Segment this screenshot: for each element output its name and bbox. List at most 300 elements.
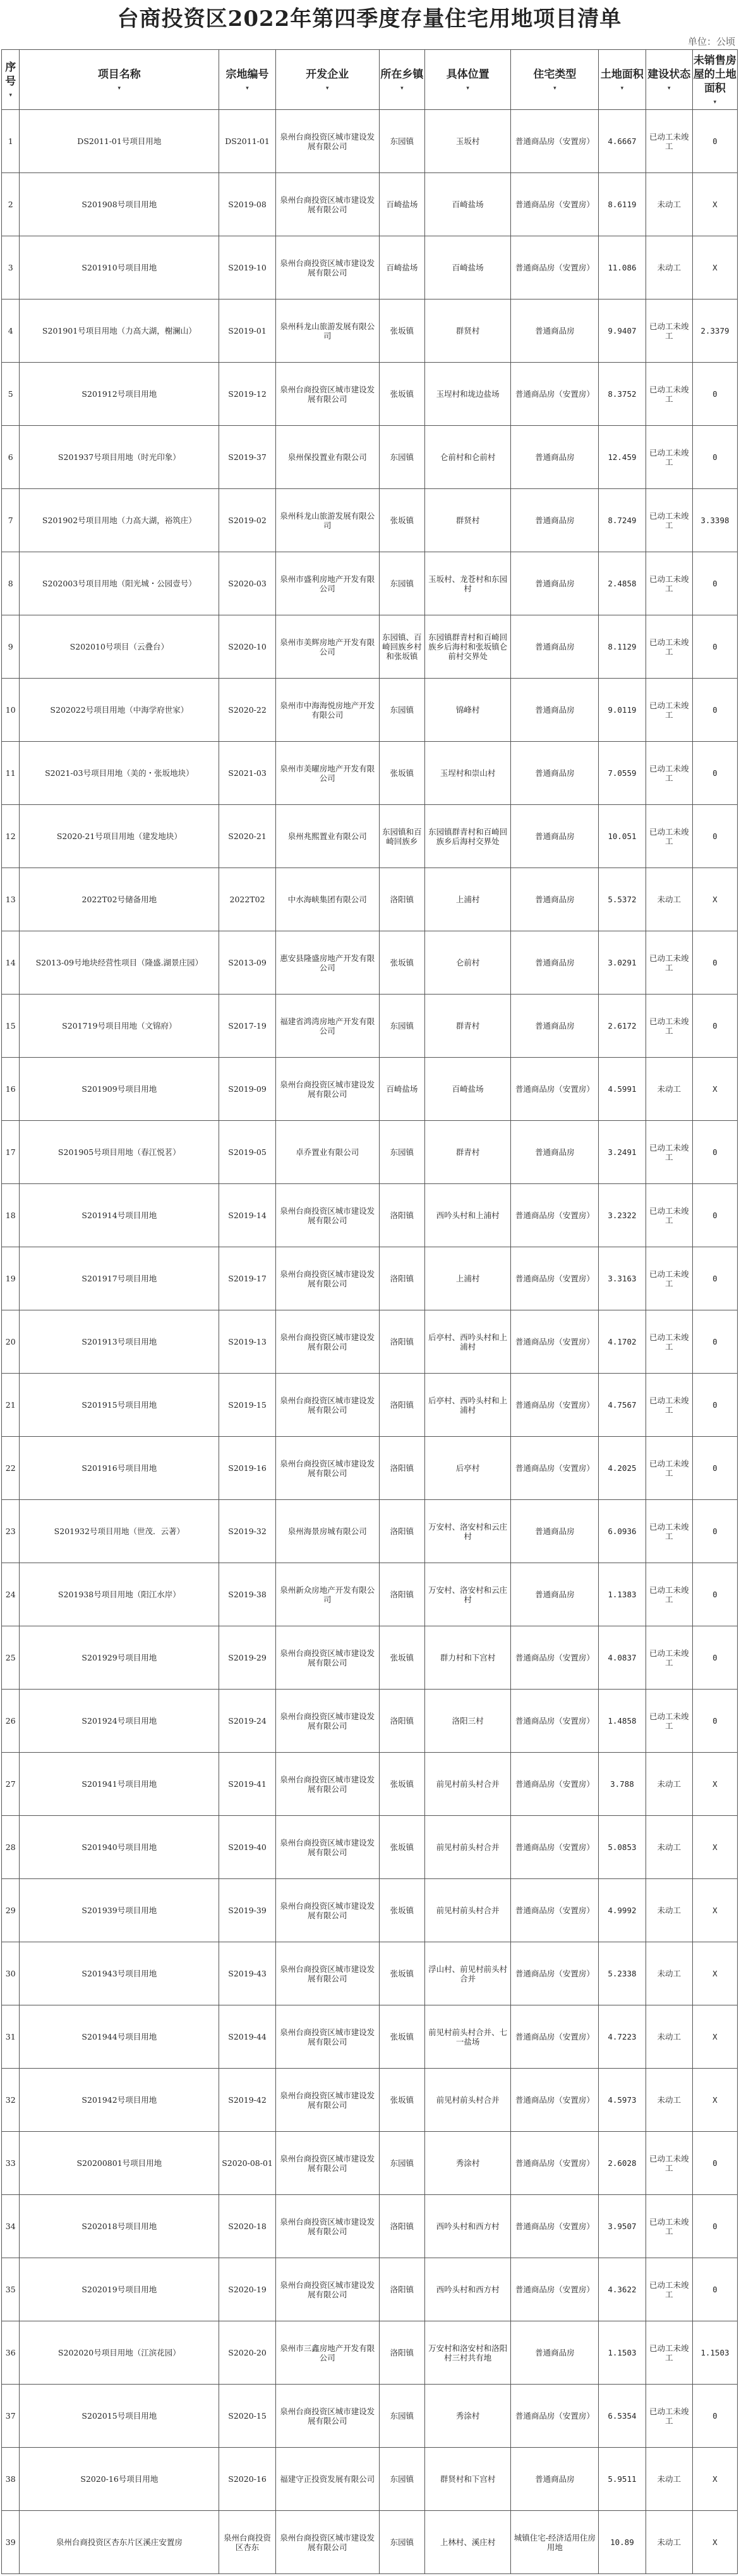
row-index-cell: 18 xyxy=(2,1184,20,1247)
construction-status-cell: 已动工未竣工 xyxy=(646,2321,692,2385)
unsold-land-area-cell: 2.3379 xyxy=(692,299,737,363)
row-index-cell: 25 xyxy=(2,1626,20,1690)
developer-cell: 泉州台商投资区城市建设发展有限公司 xyxy=(275,2385,379,2448)
township-cell: 张坂镇 xyxy=(379,1753,424,1816)
unsold-land-area-cell: X xyxy=(692,1879,737,1942)
table-row xyxy=(2,2511,738,2574)
construction-status-cell: 未动工 xyxy=(646,1942,692,2005)
filter-dropdown-icon[interactable]: ▾ xyxy=(400,85,404,92)
developer-cell: 泉州台商投资区城市建设发展有限公司 xyxy=(275,1942,379,2005)
row-index-cell: 14 xyxy=(2,931,20,995)
project-name-cell: S201905号项目用地（春江悦茗） xyxy=(20,1121,219,1184)
housing-type-cell: 普通商品房（安置房） xyxy=(511,1437,599,1500)
filter-dropdown-icon[interactable]: ▾ xyxy=(667,85,671,92)
township-cell: 洛阳镇 xyxy=(379,1184,424,1247)
township-cell: 洛阳镇 xyxy=(379,2258,424,2321)
table-row xyxy=(2,363,738,426)
housing-type-cell: 普通商品房（安置房） xyxy=(511,2132,599,2195)
project-name-cell: S2021-03号项目用地（美的・张坂地块） xyxy=(20,742,219,805)
township-cell: 洛阳镇 xyxy=(379,1437,424,1500)
unsold-land-area-cell: 0 xyxy=(692,2385,737,2448)
developer-cell: 泉州台商投资区城市建设发展有限公司 xyxy=(275,173,379,236)
land-area-cell: 4.5973 xyxy=(599,2069,646,2132)
row-index-cell: 2 xyxy=(2,173,20,236)
developer-cell: 泉州台商投资区城市建设发展有限公司 xyxy=(275,236,379,299)
land-area-cell: 1.1383 xyxy=(599,1563,646,1626)
developer-cell: 泉州市中海海悦房地产开发有限公司 xyxy=(275,679,379,742)
housing-type-cell: 城镇住宅-经济适用住房用地 xyxy=(511,2511,599,2574)
row-index-cell: 30 xyxy=(2,1942,20,2005)
construction-status-cell: 已动工未竣工 xyxy=(646,1690,692,1753)
project-name-cell: S201916号项目用地 xyxy=(20,1437,219,1500)
township-cell: 东园镇 xyxy=(379,679,424,742)
parcel-number-cell: S2019-15 xyxy=(219,1374,276,1437)
construction-status-cell: 已动工未竣工 xyxy=(646,1121,692,1184)
construction-status-cell: 已动工未竣工 xyxy=(646,1563,692,1626)
land-area-cell: 5.2338 xyxy=(599,1942,646,2005)
header-label: 未销售房屋的土地面积 xyxy=(693,54,736,95)
row-index-cell: 27 xyxy=(2,1753,20,1816)
header-cell[interactable] xyxy=(275,50,379,110)
land-area-cell: 8.3752 xyxy=(599,363,646,426)
housing-type-cell: 普通商品房（安置房） xyxy=(511,1310,599,1374)
land-area-cell: 4.7223 xyxy=(599,2005,646,2069)
row-index-cell: 31 xyxy=(2,2005,20,2069)
parcel-number-cell: DS2011-01 xyxy=(219,110,276,173)
filter-dropdown-icon[interactable]: ▾ xyxy=(117,85,121,92)
table-row xyxy=(2,1942,738,2005)
header-cell[interactable] xyxy=(20,50,219,110)
construction-status-cell: 未动工 xyxy=(646,1753,692,1816)
parcel-number-cell: S2020-18 xyxy=(219,2195,276,2258)
row-index-cell: 22 xyxy=(2,1437,20,1500)
project-name-cell: S201917号项目用地 xyxy=(20,1247,219,1310)
parcel-number-cell: S2019-13 xyxy=(219,1310,276,1374)
row-index-cell: 6 xyxy=(2,426,20,489)
header-cell[interactable] xyxy=(692,50,737,110)
developer-cell: 泉州台商投资区城市建设发展有限公司 xyxy=(275,2005,379,2069)
project-name-cell: S2013-09号地块经营性项目（隆盛.湖景庄园） xyxy=(20,931,219,995)
row-index-cell: 13 xyxy=(2,868,20,931)
land-area-cell: 2.4858 xyxy=(599,552,646,615)
land-area-cell: 4.6667 xyxy=(599,110,646,173)
unsold-land-area-cell: 0 xyxy=(692,995,737,1058)
township-cell: 洛阳镇 xyxy=(379,868,424,931)
township-cell: 东园镇 xyxy=(379,2132,424,2195)
housing-type-cell: 普通商品房 xyxy=(511,1500,599,1563)
location-cell: 上林村、溪庄村 xyxy=(424,2511,511,2574)
construction-status-cell: 已动工未竣工 xyxy=(646,2195,692,2258)
unsold-land-area-cell: 0 xyxy=(692,552,737,615)
township-cell: 东园镇 xyxy=(379,552,424,615)
land-area-cell: 1.4858 xyxy=(599,1690,646,1753)
construction-status-cell: 未动工 xyxy=(646,1816,692,1879)
township-cell: 张坂镇 xyxy=(379,2069,424,2132)
developer-cell: 泉州台商投资区城市建设发展有限公司 xyxy=(275,1310,379,1374)
land-area-cell: 6.0936 xyxy=(599,1500,646,1563)
housing-type-cell: 普通商品房（安置房） xyxy=(511,1058,599,1121)
developer-cell: 泉州科龙山旅游发展有限公司 xyxy=(275,489,379,552)
table-row xyxy=(2,1310,738,1374)
land-area-cell: 4.1702 xyxy=(599,1310,646,1374)
location-cell: 群青村 xyxy=(424,1121,511,1184)
housing-type-cell: 普通商品房 xyxy=(511,615,599,679)
location-cell: 玉埕村和崇山村 xyxy=(424,742,511,805)
construction-status-cell: 已动工未竣工 xyxy=(646,2258,692,2321)
table-row xyxy=(2,426,738,489)
housing-type-cell: 普通商品房（安置房） xyxy=(511,1184,599,1247)
township-cell: 张坂镇 xyxy=(379,1942,424,2005)
header-label: 序号 xyxy=(5,61,16,88)
land-area-cell: 3.2322 xyxy=(599,1184,646,1247)
parcel-number-cell: S2019-29 xyxy=(219,1626,276,1690)
township-cell: 洛阳镇 xyxy=(379,1247,424,1310)
filter-dropdown-icon[interactable]: ▾ xyxy=(9,92,12,99)
table-row xyxy=(2,2321,738,2385)
parcel-number-cell: S2019-14 xyxy=(219,1184,276,1247)
row-index-cell: 36 xyxy=(2,2321,20,2385)
location-cell: 群贤村和下宫村 xyxy=(424,2448,511,2511)
construction-status-cell: 未动工 xyxy=(646,2448,692,2511)
row-index-cell: 7 xyxy=(2,489,20,552)
header-label: 所在乡镇 xyxy=(380,68,424,81)
table-row xyxy=(2,1816,738,1879)
parcel-number-cell: S2019-43 xyxy=(219,1942,276,2005)
land-area-cell: 9.0119 xyxy=(599,679,646,742)
land-area-cell: 2.6172 xyxy=(599,995,646,1058)
housing-type-cell: 普通商品房 xyxy=(511,489,599,552)
table-row xyxy=(2,995,738,1058)
header-cell[interactable] xyxy=(424,50,511,110)
unsold-land-area-cell: 0 xyxy=(692,2258,737,2321)
unsold-land-area-cell: 0 xyxy=(692,2195,737,2258)
unsold-land-area-cell: X xyxy=(692,1058,737,1121)
project-name-cell: S201941号项目用地 xyxy=(20,1753,219,1816)
header-label: 项目名称 xyxy=(97,68,141,81)
header-label: 具体位置 xyxy=(446,68,490,81)
parcel-number-cell: S2020-22 xyxy=(219,679,276,742)
row-index-cell: 9 xyxy=(2,615,20,679)
unsold-land-area-cell: 0 xyxy=(692,1690,737,1753)
township-cell: 东园镇 xyxy=(379,2448,424,2511)
location-cell: 群力村和下宫村 xyxy=(424,1626,511,1690)
unsold-land-area-cell: 0 xyxy=(692,1500,737,1563)
table-row xyxy=(2,1058,738,1121)
location-cell: 百崎盐场 xyxy=(424,173,511,236)
location-cell: 百崎盐场 xyxy=(424,1058,511,1121)
project-name-cell: S202010号项目（云叠台） xyxy=(20,615,219,679)
parcel-number-cell: S2020-20 xyxy=(219,2321,276,2385)
location-cell: 万安村、洛安村和云庄村 xyxy=(424,1563,511,1626)
location-cell: 西吟头村和西方村 xyxy=(424,2258,511,2321)
land-area-cell: 1.1503 xyxy=(599,2321,646,2385)
project-name-cell: S2020-16号项目用地 xyxy=(20,2448,219,2511)
location-cell: 群贤村 xyxy=(424,489,511,552)
housing-type-cell: 普通商品房（安置房） xyxy=(511,2195,599,2258)
table-header-row xyxy=(2,50,738,110)
location-cell: 东园镇群青村和百崎回族乡后海村交界处 xyxy=(424,805,511,868)
project-name-cell: S202019号项目用地 xyxy=(20,2258,219,2321)
housing-type-cell: 普通商品房 xyxy=(511,2321,599,2385)
project-name-cell: DS2011-01号项目用地 xyxy=(20,110,219,173)
township-cell: 张坂镇 xyxy=(379,1879,424,1942)
developer-cell: 泉州台商投资区城市建设发展有限公司 xyxy=(275,1184,379,1247)
unsold-land-area-cell: 0 xyxy=(692,1310,737,1374)
unsold-land-area-cell: X xyxy=(692,2448,737,2511)
header-cell[interactable] xyxy=(511,50,599,110)
construction-status-cell: 已动工未竣工 xyxy=(646,2385,692,2448)
township-cell: 张坂镇 xyxy=(379,363,424,426)
housing-type-cell: 普通商品房 xyxy=(511,552,599,615)
location-cell: 万安村、洛安村和云庄村 xyxy=(424,1500,511,1563)
project-name-cell: S201908号项目用地 xyxy=(20,173,219,236)
construction-status-cell: 已动工未竣工 xyxy=(646,1500,692,1563)
filter-dropdown-icon[interactable]: ▾ xyxy=(246,85,249,92)
developer-cell: 泉州科龙山旅游发展有限公司 xyxy=(275,299,379,363)
project-name-cell: S20200801号项目用地 xyxy=(20,2132,219,2195)
project-name-cell: S201924号项目用地 xyxy=(20,1690,219,1753)
table-row xyxy=(2,2448,738,2511)
parcel-number-cell: S2019-32 xyxy=(219,1500,276,1563)
table-row xyxy=(2,2195,738,2258)
unsold-land-area-cell: X xyxy=(692,2069,737,2132)
project-name-cell: S201913号项目用地 xyxy=(20,1310,219,1374)
table-row xyxy=(2,173,738,236)
construction-status-cell: 已动工未竣工 xyxy=(646,615,692,679)
filter-dropdown-icon[interactable]: ▾ xyxy=(620,85,624,92)
township-cell: 东园镇 xyxy=(379,1121,424,1184)
parcel-number-cell: S2019-37 xyxy=(219,426,276,489)
housing-type-cell: 普通商品房（安置房） xyxy=(511,1690,599,1753)
unsold-land-area-cell: 0 xyxy=(692,742,737,805)
housing-type-cell: 普通商品房（安置房） xyxy=(511,2385,599,2448)
housing-type-cell: 普通商品房（安置房） xyxy=(511,2069,599,2132)
header-cell[interactable] xyxy=(379,50,424,110)
project-name-cell: S201937号项目用地（时光印象） xyxy=(20,426,219,489)
construction-status-cell: 未动工 xyxy=(646,2005,692,2069)
housing-type-cell: 普通商品房（安置房） xyxy=(511,1626,599,1690)
housing-type-cell: 普通商品房 xyxy=(511,1563,599,1626)
unsold-land-area-cell: 1.1503 xyxy=(692,2321,737,2385)
land-area-cell: 4.3622 xyxy=(599,2258,646,2321)
row-index-cell: 10 xyxy=(2,679,20,742)
header-cell[interactable] xyxy=(646,50,692,110)
table-row xyxy=(2,1690,738,1753)
row-index-cell: 1 xyxy=(2,110,20,173)
housing-type-cell: 普通商品房（安置房） xyxy=(511,173,599,236)
location-cell: 百崎盐场 xyxy=(424,236,511,299)
parcel-number-cell: S2020-03 xyxy=(219,552,276,615)
location-cell: 前见村前头村合并 xyxy=(424,1879,511,1942)
table-row xyxy=(2,615,738,679)
construction-status-cell: 未动工 xyxy=(646,868,692,931)
land-area-cell: 3.3163 xyxy=(599,1247,646,1310)
land-area-cell: 4.7567 xyxy=(599,1374,646,1437)
housing-type-cell: 普通商品房（安置房） xyxy=(511,1753,599,1816)
project-name-cell: S201939号项目用地 xyxy=(20,1879,219,1942)
developer-cell: 泉州兆熙置业有限公司 xyxy=(275,805,379,868)
unsold-land-area-cell: 0 xyxy=(692,1374,737,1437)
developer-cell: 泉州台商投资区城市建设发展有限公司 xyxy=(275,1816,379,1879)
developer-cell: 泉州台商投资区城市建设发展有限公司 xyxy=(275,1626,379,1690)
header-cell[interactable] xyxy=(599,50,646,110)
location-cell: 群青村 xyxy=(424,995,511,1058)
location-cell: 后亭村、西吟头村和上浦村 xyxy=(424,1310,511,1374)
construction-status-cell: 已动工未竣工 xyxy=(646,363,692,426)
developer-cell: 泉州新众房地产开发有限公司 xyxy=(275,1563,379,1626)
housing-type-cell: 普通商品房 xyxy=(511,299,599,363)
developer-cell: 泉州海景房城有限公司 xyxy=(275,1500,379,1563)
unsold-land-area-cell: 0 xyxy=(692,679,737,742)
developer-cell: 泉州台商投资区城市建设发展有限公司 xyxy=(275,2195,379,2258)
parcel-number-cell: S2013-09 xyxy=(219,931,276,995)
header-cell[interactable] xyxy=(2,50,20,110)
construction-status-cell: 已动工未竣工 xyxy=(646,805,692,868)
location-cell: 西吟头村和西方村 xyxy=(424,2195,511,2258)
table-row xyxy=(2,1753,738,1816)
parcel-number-cell: S2020-19 xyxy=(219,2258,276,2321)
table-row xyxy=(2,868,738,931)
construction-status-cell: 未动工 xyxy=(646,236,692,299)
location-cell: 万安村和洛安村和洛阳村三村共有地 xyxy=(424,2321,511,2385)
parcel-number-cell: S2020-21 xyxy=(219,805,276,868)
land-area-cell: 4.0837 xyxy=(599,1626,646,1690)
land-area-cell: 8.7249 xyxy=(599,489,646,552)
construction-status-cell: 已动工未竣工 xyxy=(646,1626,692,1690)
developer-cell: 泉州台商投资区城市建设发展有限公司 xyxy=(275,2132,379,2195)
construction-status-cell: 未动工 xyxy=(646,173,692,236)
developer-cell: 泉州台商投资区城市建设发展有限公司 xyxy=(275,1437,379,1500)
land-table xyxy=(1,49,738,2574)
developer-cell: 福建省鸿湾房地产开发有限公司 xyxy=(275,995,379,1058)
project-name-cell: S201943号项目用地 xyxy=(20,1942,219,2005)
land-area-cell: 5.9511 xyxy=(599,2448,646,2511)
row-index-cell: 33 xyxy=(2,2132,20,2195)
table-row xyxy=(2,2385,738,2448)
table-row xyxy=(2,552,738,615)
parcel-number-cell: S2019-01 xyxy=(219,299,276,363)
township-cell: 洛阳镇 xyxy=(379,1563,424,1626)
township-cell: 洛阳镇 xyxy=(379,1690,424,1753)
table-row xyxy=(2,2258,738,2321)
unsold-land-area-cell: X xyxy=(692,1753,737,1816)
developer-cell: 泉州市美曜房地产开发有限公司 xyxy=(275,742,379,805)
developer-cell: 中水海峡集团有限公司 xyxy=(275,868,379,931)
unsold-land-area-cell: 0 xyxy=(692,2132,737,2195)
parcel-number-cell: S2020-16 xyxy=(219,2448,276,2511)
table-row xyxy=(2,299,738,363)
location-cell: 前见村前头村合并、七一盐场 xyxy=(424,2005,511,2069)
unsold-land-area-cell: 0 xyxy=(692,931,737,995)
housing-type-cell: 普通商品房 xyxy=(511,2448,599,2511)
developer-cell: 泉州台商投资区城市建设发展有限公司 xyxy=(275,110,379,173)
housing-type-cell: 普通商品房 xyxy=(511,805,599,868)
table-row xyxy=(2,1879,738,1942)
location-cell: 锦峰村 xyxy=(424,679,511,742)
township-cell: 东园镇 xyxy=(379,995,424,1058)
filter-dropdown-icon[interactable]: ▾ xyxy=(553,85,556,92)
filter-dropdown-icon[interactable]: ▾ xyxy=(326,85,329,92)
row-index-cell: 20 xyxy=(2,1310,20,1374)
land-area-cell: 3.0291 xyxy=(599,931,646,995)
project-name-cell: S201902号项目用地（力高大湖，裕筑庄） xyxy=(20,489,219,552)
land-area-cell: 4.5991 xyxy=(599,1058,646,1121)
project-name-cell: S201912号项目用地 xyxy=(20,363,219,426)
construction-status-cell: 未动工 xyxy=(646,1058,692,1121)
unsold-land-area-cell: X xyxy=(692,236,737,299)
township-cell: 东园镇 xyxy=(379,110,424,173)
unsold-land-area-cell: X xyxy=(692,868,737,931)
project-name-cell: S201940号项目用地 xyxy=(20,1816,219,1879)
table-row xyxy=(2,1184,738,1247)
row-index-cell: 35 xyxy=(2,2258,20,2321)
township-cell: 张坂镇 xyxy=(379,489,424,552)
location-cell: 仑前村和仑前村 xyxy=(424,426,511,489)
filter-dropdown-icon[interactable]: ▾ xyxy=(466,85,469,92)
township-cell: 张坂镇 xyxy=(379,742,424,805)
row-index-cell: 32 xyxy=(2,2069,20,2132)
developer-cell: 福建守正投资发展有限公司 xyxy=(275,2448,379,2511)
project-name-cell: S201719号项目用地（文锦府） xyxy=(20,995,219,1058)
township-cell: 百崎盐场 xyxy=(379,236,424,299)
unsold-land-area-cell: X xyxy=(692,1942,737,2005)
table-row xyxy=(2,805,738,868)
table-row xyxy=(2,679,738,742)
filter-dropdown-icon[interactable]: ▾ xyxy=(713,99,717,106)
row-index-cell: 24 xyxy=(2,1563,20,1626)
township-cell: 张坂镇 xyxy=(379,931,424,995)
housing-type-cell: 普通商品房（安置房） xyxy=(511,1374,599,1437)
construction-status-cell: 已动工未竣工 xyxy=(646,679,692,742)
project-name-cell: S201915号项目用地 xyxy=(20,1374,219,1437)
township-cell: 洛阳镇 xyxy=(379,2321,424,2385)
row-index-cell: 17 xyxy=(2,1121,20,1184)
township-cell: 百崎盐场 xyxy=(379,173,424,236)
developer-cell: 泉州市美辉房地产开发有限公司 xyxy=(275,615,379,679)
parcel-number-cell: S2019-40 xyxy=(219,1816,276,1879)
developer-cell: 泉州台商投资区城市建设发展有限公司 xyxy=(275,1058,379,1121)
construction-status-cell: 已动工未竣工 xyxy=(646,931,692,995)
parcel-number-cell: S2019-42 xyxy=(219,2069,276,2132)
project-name-cell: S201932号项目用地（世茂．云著） xyxy=(20,1500,219,1563)
construction-status-cell: 已动工未竣工 xyxy=(646,995,692,1058)
location-cell: 后亭村 xyxy=(424,1437,511,1500)
construction-status-cell: 已动工未竣工 xyxy=(646,1374,692,1437)
housing-type-cell: 普通商品房 xyxy=(511,742,599,805)
project-name-cell: S202022号项目用地（中海学府世家） xyxy=(20,679,219,742)
table-row xyxy=(2,1626,738,1690)
header-cell[interactable] xyxy=(219,50,276,110)
parcel-number-cell: S2019-02 xyxy=(219,489,276,552)
location-cell: 上浦村 xyxy=(424,868,511,931)
township-cell: 洛阳镇 xyxy=(379,1374,424,1437)
unsold-land-area-cell: 0 xyxy=(692,1563,737,1626)
parcel-number-cell: S2020-15 xyxy=(219,2385,276,2448)
table-row xyxy=(2,1374,738,1437)
header-label: 宗地编号 xyxy=(225,68,269,81)
project-name-cell: S201910号项目用地 xyxy=(20,236,219,299)
row-index-cell: 16 xyxy=(2,1058,20,1121)
construction-status-cell: 未动工 xyxy=(646,1879,692,1942)
township-cell: 洛阳镇 xyxy=(379,2195,424,2258)
developer-cell: 卓乔置业有限公司 xyxy=(275,1121,379,1184)
table-row xyxy=(2,1563,738,1626)
project-name-cell: S201909号项目用地 xyxy=(20,1058,219,1121)
land-area-cell: 3.9507 xyxy=(599,2195,646,2258)
location-cell: 群贤村 xyxy=(424,299,511,363)
construction-status-cell: 已动工未竣工 xyxy=(646,299,692,363)
unsold-land-area-cell: 0 xyxy=(692,615,737,679)
